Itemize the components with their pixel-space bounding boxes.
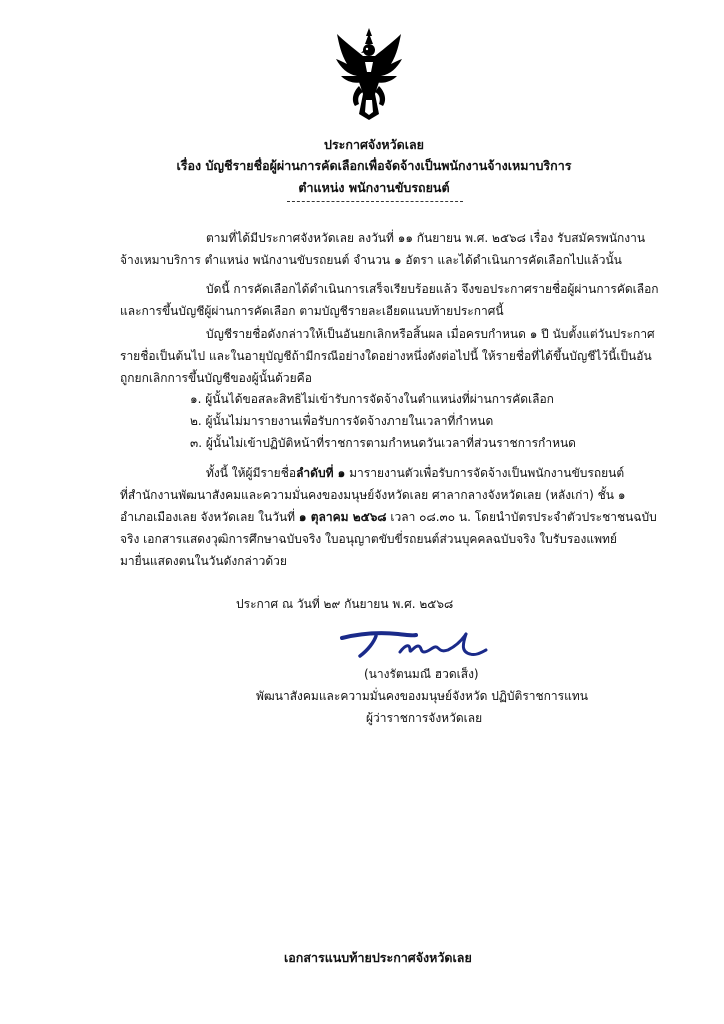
signer-title-line-1: พัฒนาสังคมและความมั่นคงของมนุษย์จังหวัด ปฏิบัติราชการแทน [256,689,588,703]
paragraph-3-line-2: รายชื่อเป็นต้นไป และในอายุบัญชีถ้ามีกรณีอย่างใดอย่างหนึ่งดังต่อไปนี้ ให้รายชื่อที่ได้ขึ้นบัญชีไว้นี้เป็นอัน [120,349,652,363]
paragraph-4-line-3 [120,509,657,525]
report-date: ๑ ตุลาคม ๒๕๖๘ [298,510,387,524]
attachment-heading: เอกสารแนบท้ายประกาศจังหวัดเลย [284,950,472,965]
signer-title-line-2: ผู้ว่าราชการจังหวัดเลย [366,711,483,725]
paragraph-4-line-4: จริง เอกสารแสดงวุฒิการศึกษาฉบับจริง ใบอนุญาตขับขี่รถยนต์ส่วนบุคคลฉบับจริง ใบรับรองแพทย์ [120,532,617,546]
paragraph-4-line-1 [206,465,624,481]
paragraph-4-text: เวลา ๐๘.๓๐ น. โดยนำบัตรประจำตัวประชาชนฉบับ [386,510,657,524]
paragraph-4-text: ทั้งนี้ ให้ผู้มีรายชื่อ [206,466,297,480]
rank-number: ลำดับที่ ๑ [296,466,346,480]
condition-item: ๓. ผู้นั้นไม่เข้าปฏิบัติหน้าที่ราชการตามกำหนดวันเวลาที่ส่วนราชการกำหนด [190,436,576,450]
paragraph-3-line-1: บัญชีรายชื่อดังกล่าวให้เป็นอันยกเลิกหรือสิ้นผล เมื่อครบกำหนด ๑ ปี นับตั้งแต่วันประกาศ [206,327,655,341]
paragraph-4-text: มารายงานตัวเพื่อรับการจัดจ้างเป็นพนักงานขับรถยนต์ [345,466,625,480]
announce-date: ประกาศ ณ วันที่ ๒๙ กันยายน พ.ศ. ๒๕๖๘ [236,597,454,611]
header-divider [287,201,463,202]
paragraph-1-line-1: ตามที่ได้มีประกาศจังหวัดเลย ลงวันที่ ๑๑ กันยายน พ.ศ. ๒๕๖๘ เรื่อง รับสมัครพนักงาน [206,231,646,245]
paragraph-2-line-1: บัดนี้ การคัดเลือกได้ดำเนินการเสร็จเรียบร้อยแล้ว จึงขอประกาศรายชื่อผู้ผ่านการคัดเลือก [206,282,659,296]
announcement-title: ประกาศจังหวัดเลย [324,137,424,152]
paragraph-4-line-5: มายื่นแสดงตนในวันดังกล่าวด้วย [120,554,287,568]
condition-item: ๑. ผู้นั้นได้ขอสละสิทธิไม่เข้ารับการจัดจ้างในตำแหน่งที่ผ่านการคัดเลือก [190,392,554,406]
announcement-position: ตำแหน่ง พนักงานขับรถยนต์ [298,180,450,195]
signature-image [338,626,490,662]
garuda-emblem-icon [333,26,405,122]
announcement-subject: เรื่อง บัญชีรายชื่อผู้ผ่านการคัดเลือกเพื่อจัดจ้างเป็นพนักงานจ้างเหมาบริการ [176,158,572,173]
signer-name: (นางรัตนมณี ฮวดเส็ง) [364,667,479,681]
paragraph-2-line-2: และการขึ้นบัญชีผู้ผ่านการคัดเลือก ตามบัญชีรายละเอียดแนบท้ายประกาศนี้ [120,304,504,318]
paragraph-3-line-3: ถูกยกเลิกการขึ้นบัญชีของผู้นั้นด้วยคือ [120,371,312,385]
condition-item: ๒. ผู้นั้นไม่มารายงานเพื่อรับการจัดจ้างภายในเวลาที่กำหนด [190,414,494,428]
paragraph-4-text: อำเภอเมืองเลย จังหวัดเลย ในวันที่ [120,510,299,524]
paragraph-4-line-2: ที่สำนักงานพัฒนาสังคมและความมั่นคงของมนุษย์จังหวัดเลย ศาลากลางจังหวัดเลย (หลังเก่า) ชั้น ๑ [120,488,626,502]
paragraph-1-line-2: จ้างเหมาบริการ ตำแหน่ง พนักงานขับรถยนต์ จำนวน ๑ อัตรา และได้ดำเนินการคัดเลือกไปแล้วนั้น [120,253,622,267]
